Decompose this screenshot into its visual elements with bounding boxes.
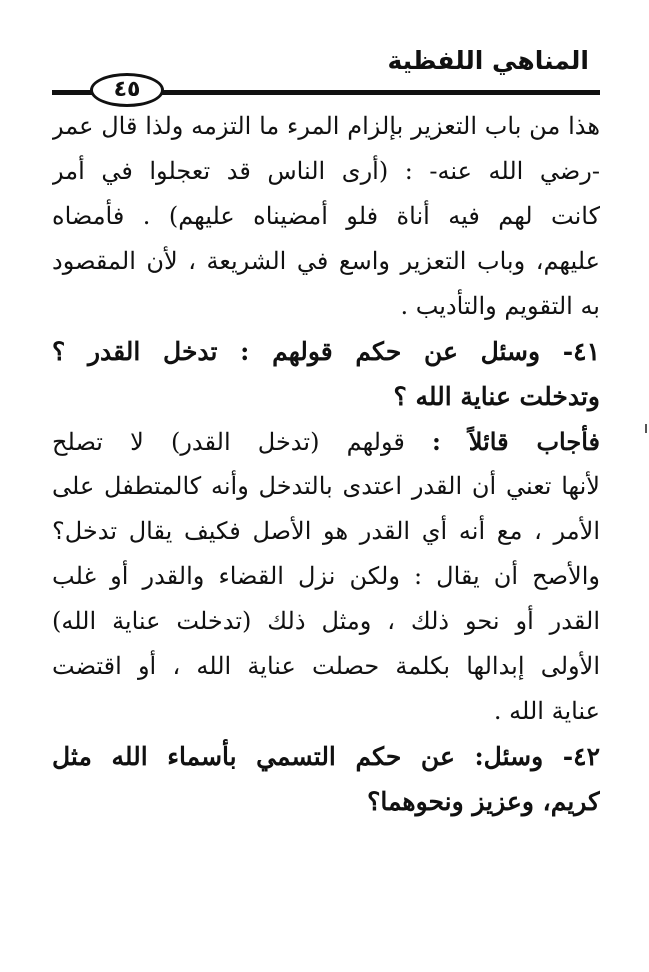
paragraph-line: كانت لهم فيه أناة فلو أمضيناه عليهم) . فأمضاه <box>52 202 600 230</box>
question-42-heading: ٤٢- وسئل: عن حكم التسمي بأسماء الله مثل <box>52 742 600 771</box>
answer-text: قولهم (تدخل القدر) لا تصلح <box>52 428 405 456</box>
question-41-heading: ٤١- وسئل عن حكم قولهم : تدخل القدر ؟ <box>52 337 600 366</box>
running-title: المناهي اللفظية <box>387 46 589 75</box>
paragraph-line: هذا من باب التعزير بإلزام المرء ما التزمه ولذا قال عمر <box>52 112 600 140</box>
scan-edge-mark <box>645 424 647 433</box>
question-41-heading: وتدخلت عناية الله ؟ <box>393 382 600 411</box>
page-number-oval <box>90 73 164 107</box>
paragraph-line: لأنها تعني أن القدر اعتدى بالتدخل وأنه كالمتطفل على <box>52 472 600 500</box>
answer-lead: فأجاب قائلاً : <box>432 427 600 456</box>
question-42-heading: كريم، وعزيز ونحوهما؟ <box>367 787 600 816</box>
paragraph-line: به التقويم والتأديب . <box>400 292 600 320</box>
paragraph-line: عليهم، وباب التعزير واسع في الشريعة ، لأن المقصود <box>52 247 600 275</box>
text-block <box>52 104 600 824</box>
page-number: ٤٥ <box>113 77 141 102</box>
answer-41-first-line <box>52 419 600 464</box>
paragraph-line: عناية الله . <box>493 697 600 725</box>
paragraph-line: الأولى إبدالها بكلمة حصلت عناية الله ، أو اقتضت <box>52 652 600 680</box>
paragraph-line: القدر أو نحو ذلك ، ومثل ذلك (تدخلت عناية الله) <box>52 607 600 635</box>
paragraph-line: والأصح أن يقال : ولكن نزل القضاء والقدر أو غلب <box>52 562 600 590</box>
paragraph-line: الأمر ، مع أنه أي القدر هو الأصل فكيف يقال تدخل؟ <box>52 517 600 545</box>
paragraph-line: -رضي الله عنه- : (أرى الناس قد تعجلوا في أمر <box>52 157 600 185</box>
